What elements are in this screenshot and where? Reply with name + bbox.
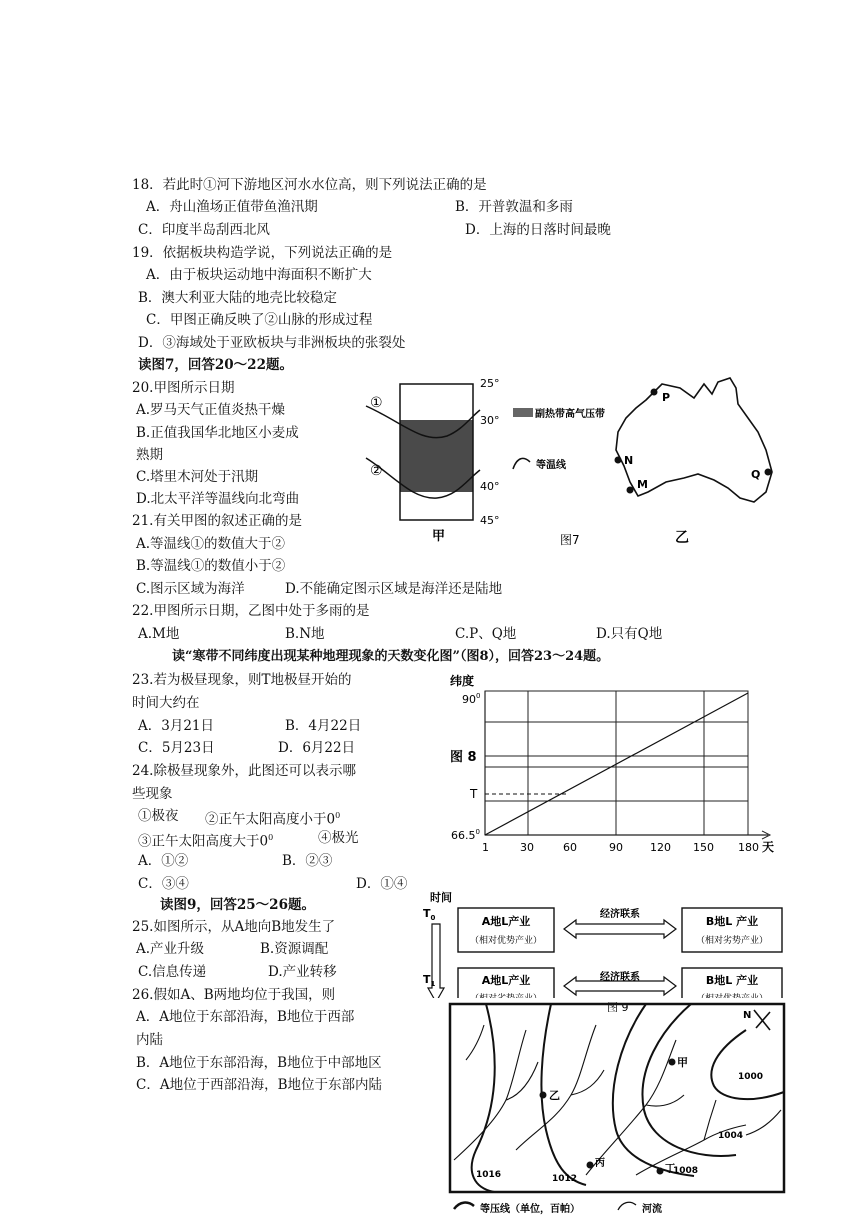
place-yi-label: 乙 [549, 1089, 560, 1102]
q25-option-c: C.信息传递 [138, 964, 207, 980]
legend-belt-label: 副热带高气压带 [535, 409, 605, 420]
fig8-y-top-label: $90^0$ [462, 692, 481, 706]
marker-1: ① [370, 395, 383, 411]
q20-option-b: B.正值我国华北地区小麦成 [136, 425, 299, 441]
fig9-t0: $T_0$ [423, 907, 436, 922]
q19-option-d: D．③海域处于亚欧板块与非洲板块的张裂处 [138, 335, 406, 351]
q25-option-d: D.产业转移 [268, 964, 337, 980]
q19-option-a: A．由于板块运动地中海面积不断扩大 [146, 267, 372, 283]
q23-stem: 23.若为极昼现象，则T地极昼开始的 [132, 672, 352, 688]
q18-option-a: A．舟山渔场正值带鱼渔汛期 [146, 199, 318, 215]
point-n [615, 457, 622, 464]
map-legend [454, 1202, 662, 1215]
point-q-label: Q [751, 468, 761, 481]
q21-option-d: D.不能确定图示区域是海洋还是陆地 [285, 581, 503, 597]
row2-link-label: 经济联系 [600, 972, 640, 983]
x-tick-90: 90 [609, 841, 623, 854]
belt-legend-swatch [513, 408, 533, 417]
point-p-label: P [662, 391, 671, 404]
fig7-legend [513, 407, 605, 547]
isobar-1000: 1000 [738, 1072, 764, 1082]
q24-option-b: B．②③ [282, 853, 333, 869]
x-tick-60: 60 [563, 841, 577, 854]
q24-item-3: ③正午太阳高度大于$0^0$ [138, 833, 274, 850]
q26-stem: 26.假如A、B两地均位于我国，则 [132, 987, 336, 1003]
q21-stem: 21.有关甲图的叙述正确的是 [132, 513, 302, 529]
q24-item-4: ④极光 [318, 830, 359, 846]
q19-stem: 19．依据板块构造学说，下列说法正确的是 [132, 245, 393, 261]
fig8-x-ticks [482, 839, 774, 854]
lat-label-30: 30° [480, 414, 500, 427]
row1-link-label: 经济联系 [600, 909, 640, 920]
lat-label-25: 25° [480, 377, 500, 390]
place-bing-dot [587, 1162, 594, 1169]
isobar-values [476, 1072, 763, 1184]
x-tick-30: 30 [520, 841, 534, 854]
q22-option-b: B.N地 [285, 626, 325, 642]
q24-option-a: A．①② [138, 853, 189, 869]
lat-label-40: 40° [480, 480, 500, 493]
x-tick-1: 1 [482, 841, 489, 854]
q22-option-a: A.M地 [138, 626, 180, 642]
q18-option-b: B．开普敦温和多雨 [455, 199, 573, 215]
place-ding-dot [657, 1168, 664, 1175]
place-bing-label: 丙 [595, 1158, 605, 1169]
x-tick-150: 150 [693, 841, 714, 854]
point-m [627, 487, 634, 494]
place-jia-label: 甲 [677, 1056, 688, 1069]
isobar-1016: 1016 [476, 1170, 502, 1180]
fig8-y-bottom-label: 66.5$^0$ [451, 828, 480, 842]
rivers [454, 1025, 781, 1175]
q21-option-c: C.图示区域为海洋 [136, 581, 245, 597]
row1-b-sub: （相对劣势产业） [695, 936, 769, 946]
point-m-label: M [637, 478, 648, 491]
x-tick-120: 120 [650, 841, 671, 854]
fig8-ylabel: 纬度 [450, 674, 475, 688]
place-jia-dot [669, 1059, 676, 1066]
q25-option-a: A.产业升级 [136, 941, 205, 957]
q26-option-b: B．A地位于东部沿海，B地位于中部地区 [136, 1055, 382, 1071]
q22-option-c: C.P、Q地 [455, 626, 517, 642]
figure-8 [440, 668, 790, 858]
marker-2: ② [370, 463, 383, 479]
figure-9 [418, 888, 790, 1012]
read-fig9-instruction: 读图9，回答25～26题。 [160, 897, 315, 913]
q21-option-a: A.等温线①的数值大于② [136, 536, 286, 552]
point-n-label: N [624, 454, 634, 467]
lat-label-45: 45° [480, 514, 500, 527]
fig9-time-label: 时间 [430, 891, 452, 904]
isobar-1004: 1004 [718, 1131, 744, 1141]
legend-isotherm-label: 等温线 [536, 460, 566, 471]
place-yi-dot [540, 1092, 547, 1099]
q18-option-c: C．印度半岛刮西北风 [138, 222, 270, 238]
isobars [472, 1004, 784, 1192]
q24-option-c: C．③④ [138, 876, 189, 892]
q26-option-c: C．A地位于西部沿海，B地位于东部内陆 [136, 1077, 382, 1093]
q23-option-c: C．5月23日 [138, 740, 215, 756]
q26-option-a: A．A地位于东部沿海，B地位于西部 [136, 1009, 355, 1025]
map-north-arrow [743, 1010, 770, 1030]
q23-stem-cont: 时间大约在 [132, 695, 200, 711]
row1-link-arrow [564, 920, 676, 938]
row1-a-sub: （相对优势产业） [469, 936, 543, 946]
time-arrow [428, 924, 444, 1002]
q20-option-c: C.塔里木河处于汛期 [136, 469, 259, 485]
point-q [765, 469, 772, 476]
north-label: N [743, 1010, 752, 1021]
isobar-1008: 1008 [673, 1166, 699, 1176]
q20-option-d: D.北太平洋等温线向北弯曲 [136, 491, 300, 507]
q23-option-b: B．4月22日 [285, 718, 362, 734]
point-p [651, 389, 658, 396]
fig9-caption: 图 9 [607, 1001, 629, 1012]
jia-label: 甲 [432, 529, 446, 544]
read-fig7-instruction: 读图7，回答20～22题。 [138, 357, 293, 373]
isobar-1012: 1012 [552, 1174, 578, 1184]
q20-stem: 20.甲图所示日期 [132, 380, 235, 396]
q22-option-d: D.只有Q地 [596, 626, 663, 642]
q18-stem: 18．若此时①河下游地区河水水位高，则下列说法正确的是 [132, 177, 487, 193]
q25-option-b: B.资源调配 [260, 941, 329, 957]
x-unit: 天 [762, 840, 775, 854]
yi-label: 乙 [675, 530, 689, 546]
legend-isobar-label: 等压线（单位，百帕） [480, 1204, 580, 1215]
row1-b-title: B地L 产业 [705, 915, 759, 928]
row1-a-title: A地L产业 [481, 915, 531, 928]
q20-option-a: A.罗马天气正值炎热干燥 [136, 402, 286, 418]
row2-a-title: A地L产业 [481, 974, 531, 987]
fig7-jia-diagram [366, 377, 500, 544]
x-tick-180: 180 [738, 841, 759, 854]
legend-river-symbol [618, 1202, 636, 1210]
row2-b-title: B地L 产业 [705, 974, 759, 987]
fig7-caption: 图7 [560, 533, 580, 547]
q25-stem: 25.如图所示，从A地向B地发生了 [132, 919, 336, 935]
q18-option-d: D．上海的日落时间最晚 [465, 222, 611, 238]
q23-option-d: D．6月22日 [278, 740, 356, 756]
isotherm-legend-symbol [513, 458, 530, 469]
read-fig8-instruction: 读“寒带不同纬度出现某种地理现象的天数变化图”（图8），回答23～24题。 [172, 649, 610, 664]
isobar-map [446, 1000, 790, 1216]
q24-option-d: D．①④ [356, 876, 408, 892]
q19-option-c: C．甲图正确反映了②山脉的形成过程 [146, 312, 373, 328]
place-ding-label: 丁 [665, 1164, 675, 1175]
fig9-t1: $T_1$ [423, 973, 436, 988]
fig7-yi-map [615, 378, 773, 546]
q20-option-b-cont: 熟期 [136, 447, 163, 463]
q24-stem: 24.除极昼现象外，此图还可以表示哪 [132, 763, 356, 779]
q22-stem: 22.甲图所示日期，乙图中处于多雨的是 [132, 603, 370, 619]
legend-isobar-symbol [454, 1203, 474, 1209]
legend-river-label: 河流 [642, 1204, 662, 1215]
q23-option-a: A．3月21日 [138, 718, 215, 734]
q24-item-1: ①极夜 [138, 808, 179, 824]
q24-item-2: ②正午太阳高度小于$0^0$ [205, 811, 341, 828]
q21-option-b: B.等温线①的数值小于② [136, 558, 286, 574]
q24-stem-cont: 些现象 [132, 786, 173, 802]
fig8-caption: 图 8 [450, 750, 477, 765]
q26-option-a-cont: 内陆 [136, 1032, 163, 1048]
fig8-t-label: T [470, 787, 478, 801]
q19-option-b: B．澳大利亚大陆的地壳比较稳定 [138, 290, 337, 306]
figure-7 [362, 374, 792, 552]
